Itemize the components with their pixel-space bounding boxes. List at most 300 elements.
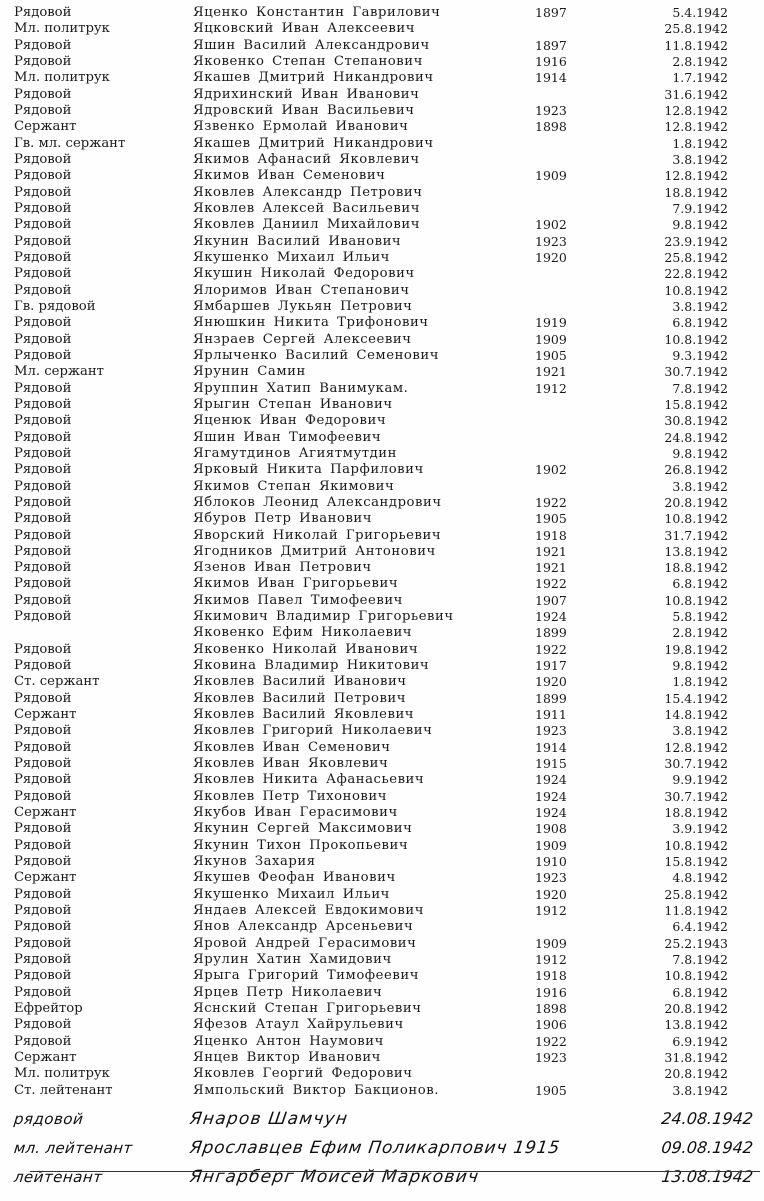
date: 3.8.1942 bbox=[672, 151, 728, 167]
date: 19.8.1942 bbox=[664, 641, 728, 657]
rank: Рядовой bbox=[14, 445, 72, 461]
birth-year: 1902 bbox=[535, 462, 567, 478]
rank: Рядовой bbox=[14, 756, 72, 772]
birth-year: 1906 bbox=[535, 1017, 567, 1033]
table-row bbox=[0, 152, 764, 168]
table-row bbox=[0, 854, 764, 870]
full-name: Якушев Феофан Иванович bbox=[193, 870, 396, 886]
birth-year: 1915 bbox=[535, 756, 567, 772]
date: 31.8.1942 bbox=[664, 1050, 728, 1065]
date: 2.8.1942 bbox=[672, 53, 728, 69]
full-name: Якимов Иван Семенович bbox=[193, 168, 386, 184]
rank: Рядовой bbox=[14, 396, 72, 412]
table-row bbox=[0, 397, 764, 413]
rank: Рядовой bbox=[14, 331, 72, 347]
full-name: Яшин Иван Тимофеевич bbox=[193, 429, 382, 445]
date: 12.8.1942 bbox=[664, 119, 728, 135]
full-name: Яковлев Иван Яковлевич bbox=[193, 756, 389, 772]
date: 18.8.1942 bbox=[664, 805, 728, 821]
full-name: Яфезов Атаул Хайрульевич bbox=[193, 1017, 404, 1033]
full-name: Якушин Николай Федорович bbox=[193, 266, 415, 282]
full-name: Ягодников Дмитрий Антонович bbox=[193, 543, 436, 559]
date: 5.8.1942 bbox=[672, 609, 728, 625]
handwritten-date: 09.08.1942 bbox=[660, 1138, 755, 1157]
rank: Рядовой bbox=[14, 837, 72, 853]
birth-year: 1914 bbox=[535, 70, 567, 86]
full-name: Янцев Виктор Иванович bbox=[193, 1050, 381, 1065]
handwritten-row bbox=[0, 1135, 764, 1164]
rank: Рядовой bbox=[14, 543, 72, 559]
date: 30.7.1942 bbox=[664, 756, 728, 772]
birth-year: 1909 bbox=[535, 935, 567, 951]
table-row bbox=[0, 870, 764, 886]
handwritten-name: Янаров Шамчун bbox=[188, 1109, 350, 1129]
handwritten-row bbox=[0, 1106, 764, 1135]
table-row bbox=[0, 315, 764, 331]
rank: Рядовой bbox=[14, 102, 72, 118]
date: 30.7.1942 bbox=[664, 364, 728, 380]
table-row bbox=[0, 462, 764, 478]
rank: Рядовой bbox=[14, 1033, 72, 1049]
full-name: Ярыга Григорий Тимофеевич bbox=[193, 968, 419, 984]
table-row bbox=[0, 707, 764, 723]
birth-year: 1912 bbox=[535, 903, 567, 919]
table-row bbox=[0, 528, 764, 544]
table-row bbox=[0, 5, 764, 21]
birth-year: 1916 bbox=[535, 53, 567, 69]
birth-year: 1922 bbox=[535, 576, 567, 592]
full-name: Яценко Антон Наумович bbox=[193, 1033, 384, 1049]
date: 9.8.1942 bbox=[672, 217, 728, 233]
table-row bbox=[0, 511, 764, 527]
birth-year: 1924 bbox=[535, 805, 567, 821]
rank: Рядовой bbox=[14, 53, 72, 69]
birth-year: 1911 bbox=[535, 707, 567, 723]
rank: Рядовой bbox=[14, 903, 72, 919]
full-name: Ярыгин Степан Иванович bbox=[193, 396, 393, 412]
full-name: Яценко Константин Гаврилович bbox=[193, 5, 441, 20]
birth-year: 1910 bbox=[535, 854, 567, 870]
rank: Рядовой bbox=[14, 413, 72, 429]
full-name: Яковлев Григорий Николаевич bbox=[193, 723, 433, 739]
full-name: Якунов Захария bbox=[193, 854, 316, 870]
table-row bbox=[0, 560, 764, 576]
rank: Рядовой bbox=[14, 984, 72, 1000]
table-row bbox=[0, 642, 764, 658]
date: 9.3.1942 bbox=[672, 347, 728, 363]
rank: Рядовой bbox=[14, 5, 72, 20]
full-name: Ялоримов Иван Степанович bbox=[193, 282, 410, 298]
full-name: Якимович Владимир Григорьевич bbox=[193, 609, 454, 625]
date: 3.8.1942 bbox=[672, 478, 728, 494]
table-row bbox=[0, 658, 764, 674]
birth-year: 1920 bbox=[535, 886, 567, 902]
date: 22.8.1942 bbox=[664, 266, 728, 282]
date: 9.9.1942 bbox=[672, 772, 728, 788]
table-row bbox=[0, 234, 764, 250]
full-name: Ярцев Петр Николаевич bbox=[193, 984, 383, 1000]
table-row bbox=[0, 756, 764, 772]
date: 10.8.1942 bbox=[664, 331, 728, 347]
rank: Сержант bbox=[14, 1050, 77, 1065]
date: 15.8.1942 bbox=[664, 396, 728, 412]
rank: Ефрейтор bbox=[14, 1001, 83, 1017]
rank: Рядовой bbox=[14, 168, 72, 184]
rank: Сержант bbox=[14, 870, 77, 886]
table-row bbox=[0, 919, 764, 935]
birth-year: 1922 bbox=[535, 494, 567, 510]
table-row bbox=[0, 805, 764, 821]
table-row bbox=[0, 479, 764, 495]
handwritten-date: 24.08.1942 bbox=[660, 1109, 755, 1128]
birth-year: 1898 bbox=[535, 119, 567, 135]
full-name: Яковлев Иван Семенович bbox=[193, 739, 391, 755]
full-name: Ярковый Никита Парфилович bbox=[193, 462, 424, 478]
full-name: Яцковский Иван Алексеевич bbox=[193, 21, 415, 37]
date: 24.8.1942 bbox=[664, 429, 728, 445]
full-name: Яковлев Даниил Михайлович bbox=[193, 217, 420, 233]
date: 10.8.1942 bbox=[664, 837, 728, 853]
strike-through-line bbox=[30, 1171, 760, 1172]
rank: Мл. политрук bbox=[14, 1066, 110, 1082]
date: 12.8.1942 bbox=[664, 739, 728, 755]
full-name: Яценюк Иван Федорович bbox=[193, 413, 387, 429]
rank: Рядовой bbox=[14, 429, 72, 445]
table-row bbox=[0, 250, 764, 266]
date: 10.8.1942 bbox=[664, 968, 728, 984]
date: 25.8.1942 bbox=[664, 21, 728, 37]
rank: Рядовой bbox=[14, 576, 72, 592]
birth-year: 1905 bbox=[535, 347, 567, 363]
date: 20.8.1942 bbox=[664, 494, 728, 510]
date: 6.8.1942 bbox=[672, 576, 728, 592]
birth-year: 1921 bbox=[535, 543, 567, 559]
table-row bbox=[0, 103, 764, 119]
full-name: Якимов Афанасий Яковлевич bbox=[193, 151, 420, 167]
rank: Рядовой bbox=[14, 200, 72, 216]
table-row bbox=[0, 723, 764, 739]
rank: Рядовой bbox=[14, 37, 72, 53]
full-name: Яковлев Георгий Федорович bbox=[193, 1066, 413, 1082]
table-row bbox=[0, 1034, 764, 1050]
rank: Рядовой bbox=[14, 609, 72, 625]
birth-year: 1897 bbox=[535, 5, 567, 20]
birth-year: 1898 bbox=[535, 1001, 567, 1017]
table-row bbox=[0, 1083, 764, 1099]
date: 11.8.1942 bbox=[664, 37, 728, 53]
birth-year: 1916 bbox=[535, 984, 567, 1000]
date: 2.8.1942 bbox=[672, 625, 728, 641]
full-name: Яблоков Леонид Александрович bbox=[193, 494, 442, 510]
table-row bbox=[0, 348, 764, 364]
full-name: Яруппин Хатип Ванимукам. bbox=[193, 380, 409, 396]
date: 7.9.1942 bbox=[672, 200, 728, 216]
full-name: Якашев Дмитрий Никандрович bbox=[193, 70, 434, 86]
date: 1.8.1942 bbox=[672, 674, 728, 690]
full-name: Яковина Владимир Никитович bbox=[193, 658, 430, 674]
table-row bbox=[0, 576, 764, 592]
birth-year: 1914 bbox=[535, 739, 567, 755]
birth-year: 1923 bbox=[535, 870, 567, 886]
full-name: Ягамутдинов Агиятмутдин bbox=[193, 445, 397, 461]
date: 10.8.1942 bbox=[664, 282, 728, 298]
handwritten-rank: мл. лейтенант bbox=[13, 1139, 134, 1157]
table-row bbox=[0, 674, 764, 690]
table-row bbox=[0, 430, 764, 446]
full-name: Якимов Степан Якимович bbox=[193, 478, 395, 494]
table-row bbox=[0, 332, 764, 348]
date: 12.8.1942 bbox=[664, 102, 728, 118]
full-name: Яндаев Алексей Евдокимович bbox=[193, 903, 424, 919]
full-name: Ярунин Самин bbox=[193, 364, 306, 380]
full-name: Ямбаршев Лукьян Петрович bbox=[193, 298, 413, 314]
full-name: Якунин Сергей Максимович bbox=[193, 821, 413, 837]
rank: Рядовой bbox=[14, 217, 72, 233]
date: 20.8.1942 bbox=[664, 1001, 728, 1017]
full-name: Яковлев Петр Тихонович bbox=[193, 788, 388, 804]
rank: Мл. политрук bbox=[14, 70, 110, 86]
full-name: Яковлев Василий Петрович bbox=[193, 690, 407, 706]
rank: Ст. лейтенант bbox=[14, 1082, 113, 1098]
birth-year: 1921 bbox=[535, 560, 567, 576]
full-name: Ярлыченко Василий Семенович bbox=[193, 347, 439, 363]
casualty-list bbox=[0, 5, 764, 1099]
table-row bbox=[0, 544, 764, 560]
handwritten-date: 13.08.1942 bbox=[660, 1167, 755, 1186]
table-row bbox=[0, 87, 764, 103]
rank: Рядовой bbox=[14, 772, 72, 788]
date: 25.8.1942 bbox=[664, 249, 728, 265]
birth-year: 1923 bbox=[535, 723, 567, 739]
table-row bbox=[0, 266, 764, 282]
table-row bbox=[0, 740, 764, 756]
date: 30.8.1942 bbox=[664, 413, 728, 429]
birth-year: 1918 bbox=[535, 527, 567, 543]
rank: Рядовой bbox=[14, 919, 72, 935]
table-row bbox=[0, 201, 764, 217]
date: 31.7.1942 bbox=[664, 527, 728, 543]
birth-year: 1923 bbox=[535, 102, 567, 118]
rank: Рядовой bbox=[14, 854, 72, 870]
table-row bbox=[0, 1050, 764, 1066]
birth-year: 1912 bbox=[535, 952, 567, 968]
date: 3.9.1942 bbox=[672, 821, 728, 837]
date: 3.8.1942 bbox=[672, 723, 728, 739]
rank: Рядовой bbox=[14, 641, 72, 657]
rank: Мл. сержант bbox=[14, 364, 104, 380]
birth-year: 1899 bbox=[535, 625, 567, 641]
rank: Рядовой bbox=[14, 592, 72, 608]
full-name: Якушенко Михаил Ильич bbox=[193, 249, 390, 265]
rank: Гв. мл. сержант bbox=[14, 135, 126, 151]
table-row bbox=[0, 1066, 764, 1082]
birth-year: 1909 bbox=[535, 837, 567, 853]
birth-year: 1924 bbox=[535, 788, 567, 804]
rank: Рядовой bbox=[14, 511, 72, 527]
birth-year: 1918 bbox=[535, 968, 567, 984]
date: 14.8.1942 bbox=[664, 707, 728, 723]
date: 10.8.1942 bbox=[664, 511, 728, 527]
date: 25.8.1942 bbox=[664, 886, 728, 902]
table-row bbox=[0, 838, 764, 854]
date: 6.9.1942 bbox=[672, 1033, 728, 1049]
date: 18.8.1942 bbox=[664, 184, 728, 200]
rank: Рядовой bbox=[14, 282, 72, 298]
rank: Рядовой bbox=[14, 935, 72, 951]
rank: Рядовой bbox=[14, 527, 72, 543]
date: 10.8.1942 bbox=[664, 592, 728, 608]
handwritten-name: Ярославцев Ефим Поликарпович 1915 bbox=[188, 1138, 562, 1158]
date: 18.8.1942 bbox=[664, 560, 728, 576]
full-name: Якушенко Михаил Ильич bbox=[193, 886, 390, 902]
table-row bbox=[0, 283, 764, 299]
table-row bbox=[0, 887, 764, 903]
rank: Рядовой bbox=[14, 968, 72, 984]
table-row bbox=[0, 54, 764, 70]
birth-year: 1909 bbox=[535, 168, 567, 184]
full-name: Якимов Павел Тимофеевич bbox=[193, 592, 403, 608]
rank: Сержант bbox=[14, 805, 77, 821]
rank: Рядовой bbox=[14, 233, 72, 249]
birth-year: 1908 bbox=[535, 821, 567, 837]
table-row bbox=[0, 364, 764, 380]
full-name: Янов Александр Арсеньевич bbox=[193, 919, 414, 935]
date: 25.2.1943 bbox=[664, 935, 728, 951]
rank: Рядовой bbox=[14, 739, 72, 755]
birth-year: 1920 bbox=[535, 674, 567, 690]
handwritten-row bbox=[0, 1164, 764, 1193]
birth-year: 1899 bbox=[535, 690, 567, 706]
birth-year: 1924 bbox=[535, 772, 567, 788]
date: 15.4.1942 bbox=[664, 690, 728, 706]
full-name: Ямпольский Виктор Бакционов. bbox=[193, 1082, 439, 1098]
table-row bbox=[0, 903, 764, 919]
handwritten-entries bbox=[0, 1106, 764, 1193]
date: 4.8.1942 bbox=[672, 870, 728, 886]
rank: Сержант bbox=[14, 119, 77, 135]
rank: Рядовой bbox=[14, 315, 72, 331]
full-name: Яковенко Николай Иванович bbox=[193, 641, 419, 657]
full-name: Яковлев Василий Иванович bbox=[193, 674, 407, 690]
birth-year: 1909 bbox=[535, 331, 567, 347]
date: 7.8.1942 bbox=[672, 380, 728, 396]
full-name: Яковлев Василий Яковлевич bbox=[193, 707, 415, 723]
rank: Рядовой bbox=[14, 494, 72, 510]
table-row bbox=[0, 609, 764, 625]
rank: Рядовой bbox=[14, 249, 72, 265]
date: 6.8.1942 bbox=[672, 984, 728, 1000]
full-name: Яковенко Ефим Николаевич bbox=[193, 625, 413, 641]
date: 7.8.1942 bbox=[672, 952, 728, 968]
full-name: Яковлев Александр Петрович bbox=[193, 184, 423, 200]
date: 6.8.1942 bbox=[672, 315, 728, 331]
table-row bbox=[0, 821, 764, 837]
date: 9.8.1942 bbox=[672, 445, 728, 461]
full-name: Янзраев Сергей Алексеевич bbox=[193, 331, 412, 347]
table-row bbox=[0, 299, 764, 315]
table-row bbox=[0, 495, 764, 511]
rank: Рядовой bbox=[14, 380, 72, 396]
birth-year: 1902 bbox=[535, 217, 567, 233]
table-row bbox=[0, 413, 764, 429]
rank: Рядовой bbox=[14, 347, 72, 363]
table-row bbox=[0, 789, 764, 805]
date: 1.7.1942 bbox=[672, 70, 728, 86]
birth-year: 1920 bbox=[535, 249, 567, 265]
date: 13.8.1942 bbox=[664, 1017, 728, 1033]
full-name: Якубов Иван Герасимович bbox=[193, 805, 398, 821]
birth-year: 1917 bbox=[535, 658, 567, 674]
full-name: Язвенко Ермолай Иванович bbox=[193, 119, 409, 135]
table-row bbox=[0, 119, 764, 135]
rank: Рядовой bbox=[14, 658, 72, 674]
table-row bbox=[0, 625, 764, 641]
table-row bbox=[0, 985, 764, 1001]
full-name: Якунин Василий Иванович bbox=[193, 233, 402, 249]
table-row bbox=[0, 1017, 764, 1033]
full-name: Якимов Иван Григорьевич bbox=[193, 576, 399, 592]
full-name: Яковлев Алексей Васильевич bbox=[193, 200, 420, 216]
rank: Рядовой bbox=[14, 266, 72, 282]
date: 9.8.1942 bbox=[672, 658, 728, 674]
rank: Рядовой bbox=[14, 151, 72, 167]
table-row bbox=[0, 968, 764, 984]
birth-year: 1924 bbox=[535, 609, 567, 625]
full-name: Янюшкин Никита Трифонович bbox=[193, 315, 429, 331]
rank: Рядовой bbox=[14, 478, 72, 494]
birth-year: 1919 bbox=[535, 315, 567, 331]
birth-year: 1922 bbox=[535, 641, 567, 657]
birth-year: 1922 bbox=[535, 1033, 567, 1049]
rank: Ст. сержант bbox=[14, 674, 100, 690]
date: 3.8.1942 bbox=[672, 298, 728, 314]
rank: Рядовой bbox=[14, 1017, 72, 1033]
date: 1.8.1942 bbox=[672, 135, 728, 151]
date: 20.8.1942 bbox=[664, 1066, 728, 1082]
handwritten-rank: лейтенант bbox=[13, 1168, 104, 1186]
date: 6.4.1942 bbox=[672, 919, 728, 935]
full-name: Ярулин Хатин Хамидович bbox=[193, 952, 392, 968]
rank: Сержант bbox=[14, 707, 77, 723]
date: 5.4.1942 bbox=[672, 5, 728, 20]
date: 23.9.1942 bbox=[664, 233, 728, 249]
birth-year: 1912 bbox=[535, 380, 567, 396]
rank: Рядовой bbox=[14, 821, 72, 837]
table-row bbox=[0, 381, 764, 397]
date: 26.8.1942 bbox=[664, 462, 728, 478]
birth-year: 1923 bbox=[535, 233, 567, 249]
full-name: Яворский Николай Григорьевич bbox=[193, 527, 442, 543]
table-row bbox=[0, 691, 764, 707]
birth-year: 1905 bbox=[535, 511, 567, 527]
table-row bbox=[0, 185, 764, 201]
rank: Рядовой bbox=[14, 952, 72, 968]
full-name: Якунин Тихон Прокопьевич bbox=[193, 837, 409, 853]
full-name: Яковлев Никита Афанасьевич bbox=[193, 772, 425, 788]
birth-year: 1905 bbox=[535, 1082, 567, 1098]
birth-year: 1923 bbox=[535, 1050, 567, 1065]
full-name: Ябуров Петр Иванович bbox=[193, 511, 373, 527]
full-name: Ядровский Иван Васильевич bbox=[193, 102, 415, 118]
full-name: Яснский Степан Григорьевич bbox=[193, 1001, 422, 1017]
table-row bbox=[0, 136, 764, 152]
table-row bbox=[0, 38, 764, 54]
full-name: Яровой Андрей Герасимович bbox=[193, 935, 417, 951]
rank: Рядовой bbox=[14, 690, 72, 706]
handwritten-rank: рядовой bbox=[13, 1110, 85, 1128]
rank: Рядовой bbox=[14, 86, 72, 102]
table-row bbox=[0, 1001, 764, 1017]
